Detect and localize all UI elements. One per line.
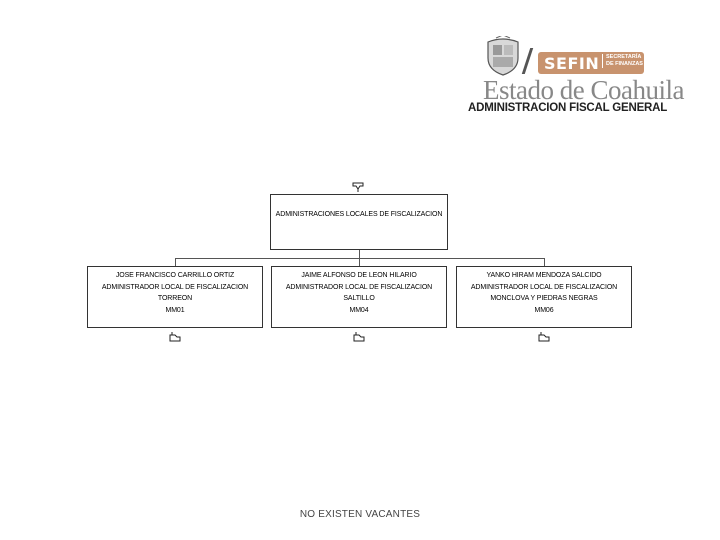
person-name: YANKO HIRAM MENDOZA SALCIDO: [486, 272, 602, 279]
down-connector-icon: [538, 332, 550, 342]
vacancy-note: NO EXISTEN VACANTES: [299, 509, 421, 520]
org-root-title: ADMINISTRACIONES LOCALES DE FISCALIZACION: [275, 211, 443, 218]
position-title: ADMINISTRADOR LOCAL DE FISCALIZACION: [285, 283, 433, 291]
location: MONCLOVA Y PIEDRAS NEGRAS: [490, 295, 598, 302]
up-connector-icon: [352, 182, 364, 192]
connector-child-2: [359, 258, 360, 266]
sefin-subtitle: SECRETARÍA DE FINANZAS: [602, 54, 646, 68]
location: TORREON: [157, 295, 193, 302]
org-child-box-3: [456, 266, 632, 328]
sefin-badge: [538, 52, 644, 74]
position-title: ADMINISTRADOR LOCAL DE FISCALIZACION: [470, 283, 618, 291]
coat-of-arms-icon: [484, 36, 522, 76]
logo-divider: [522, 48, 533, 74]
sefin-label: SEFIN: [544, 54, 600, 73]
header-logo: [466, 34, 684, 118]
location: SALTILLO: [343, 295, 375, 302]
down-connector-icon: [353, 332, 365, 342]
org-root-box: [270, 194, 448, 250]
position-code: MM04: [349, 306, 369, 314]
org-child-box-2: [271, 266, 447, 328]
position-code: MM06: [534, 306, 554, 314]
connector-child-1: [175, 258, 176, 266]
org-child-box-1: [87, 266, 263, 328]
connector-root: [359, 250, 360, 258]
position-code: MM01: [165, 306, 185, 314]
person-name: JOSE FRANCISCO CARRILLO ORTIZ: [115, 272, 235, 279]
down-connector-icon: [169, 332, 181, 342]
connector-horizontal: [175, 258, 545, 259]
connector-child-3: [544, 258, 545, 266]
person-name: JAIME ALFONSO DE LEON HILARIO: [301, 272, 417, 279]
state-name: Estado de Coahuila: [483, 75, 684, 105]
position-title: ADMINISTRADOR LOCAL DE FISCALIZACION: [101, 283, 249, 291]
agency-name: ADMINISTRACION FISCAL GENERAL: [468, 102, 668, 114]
